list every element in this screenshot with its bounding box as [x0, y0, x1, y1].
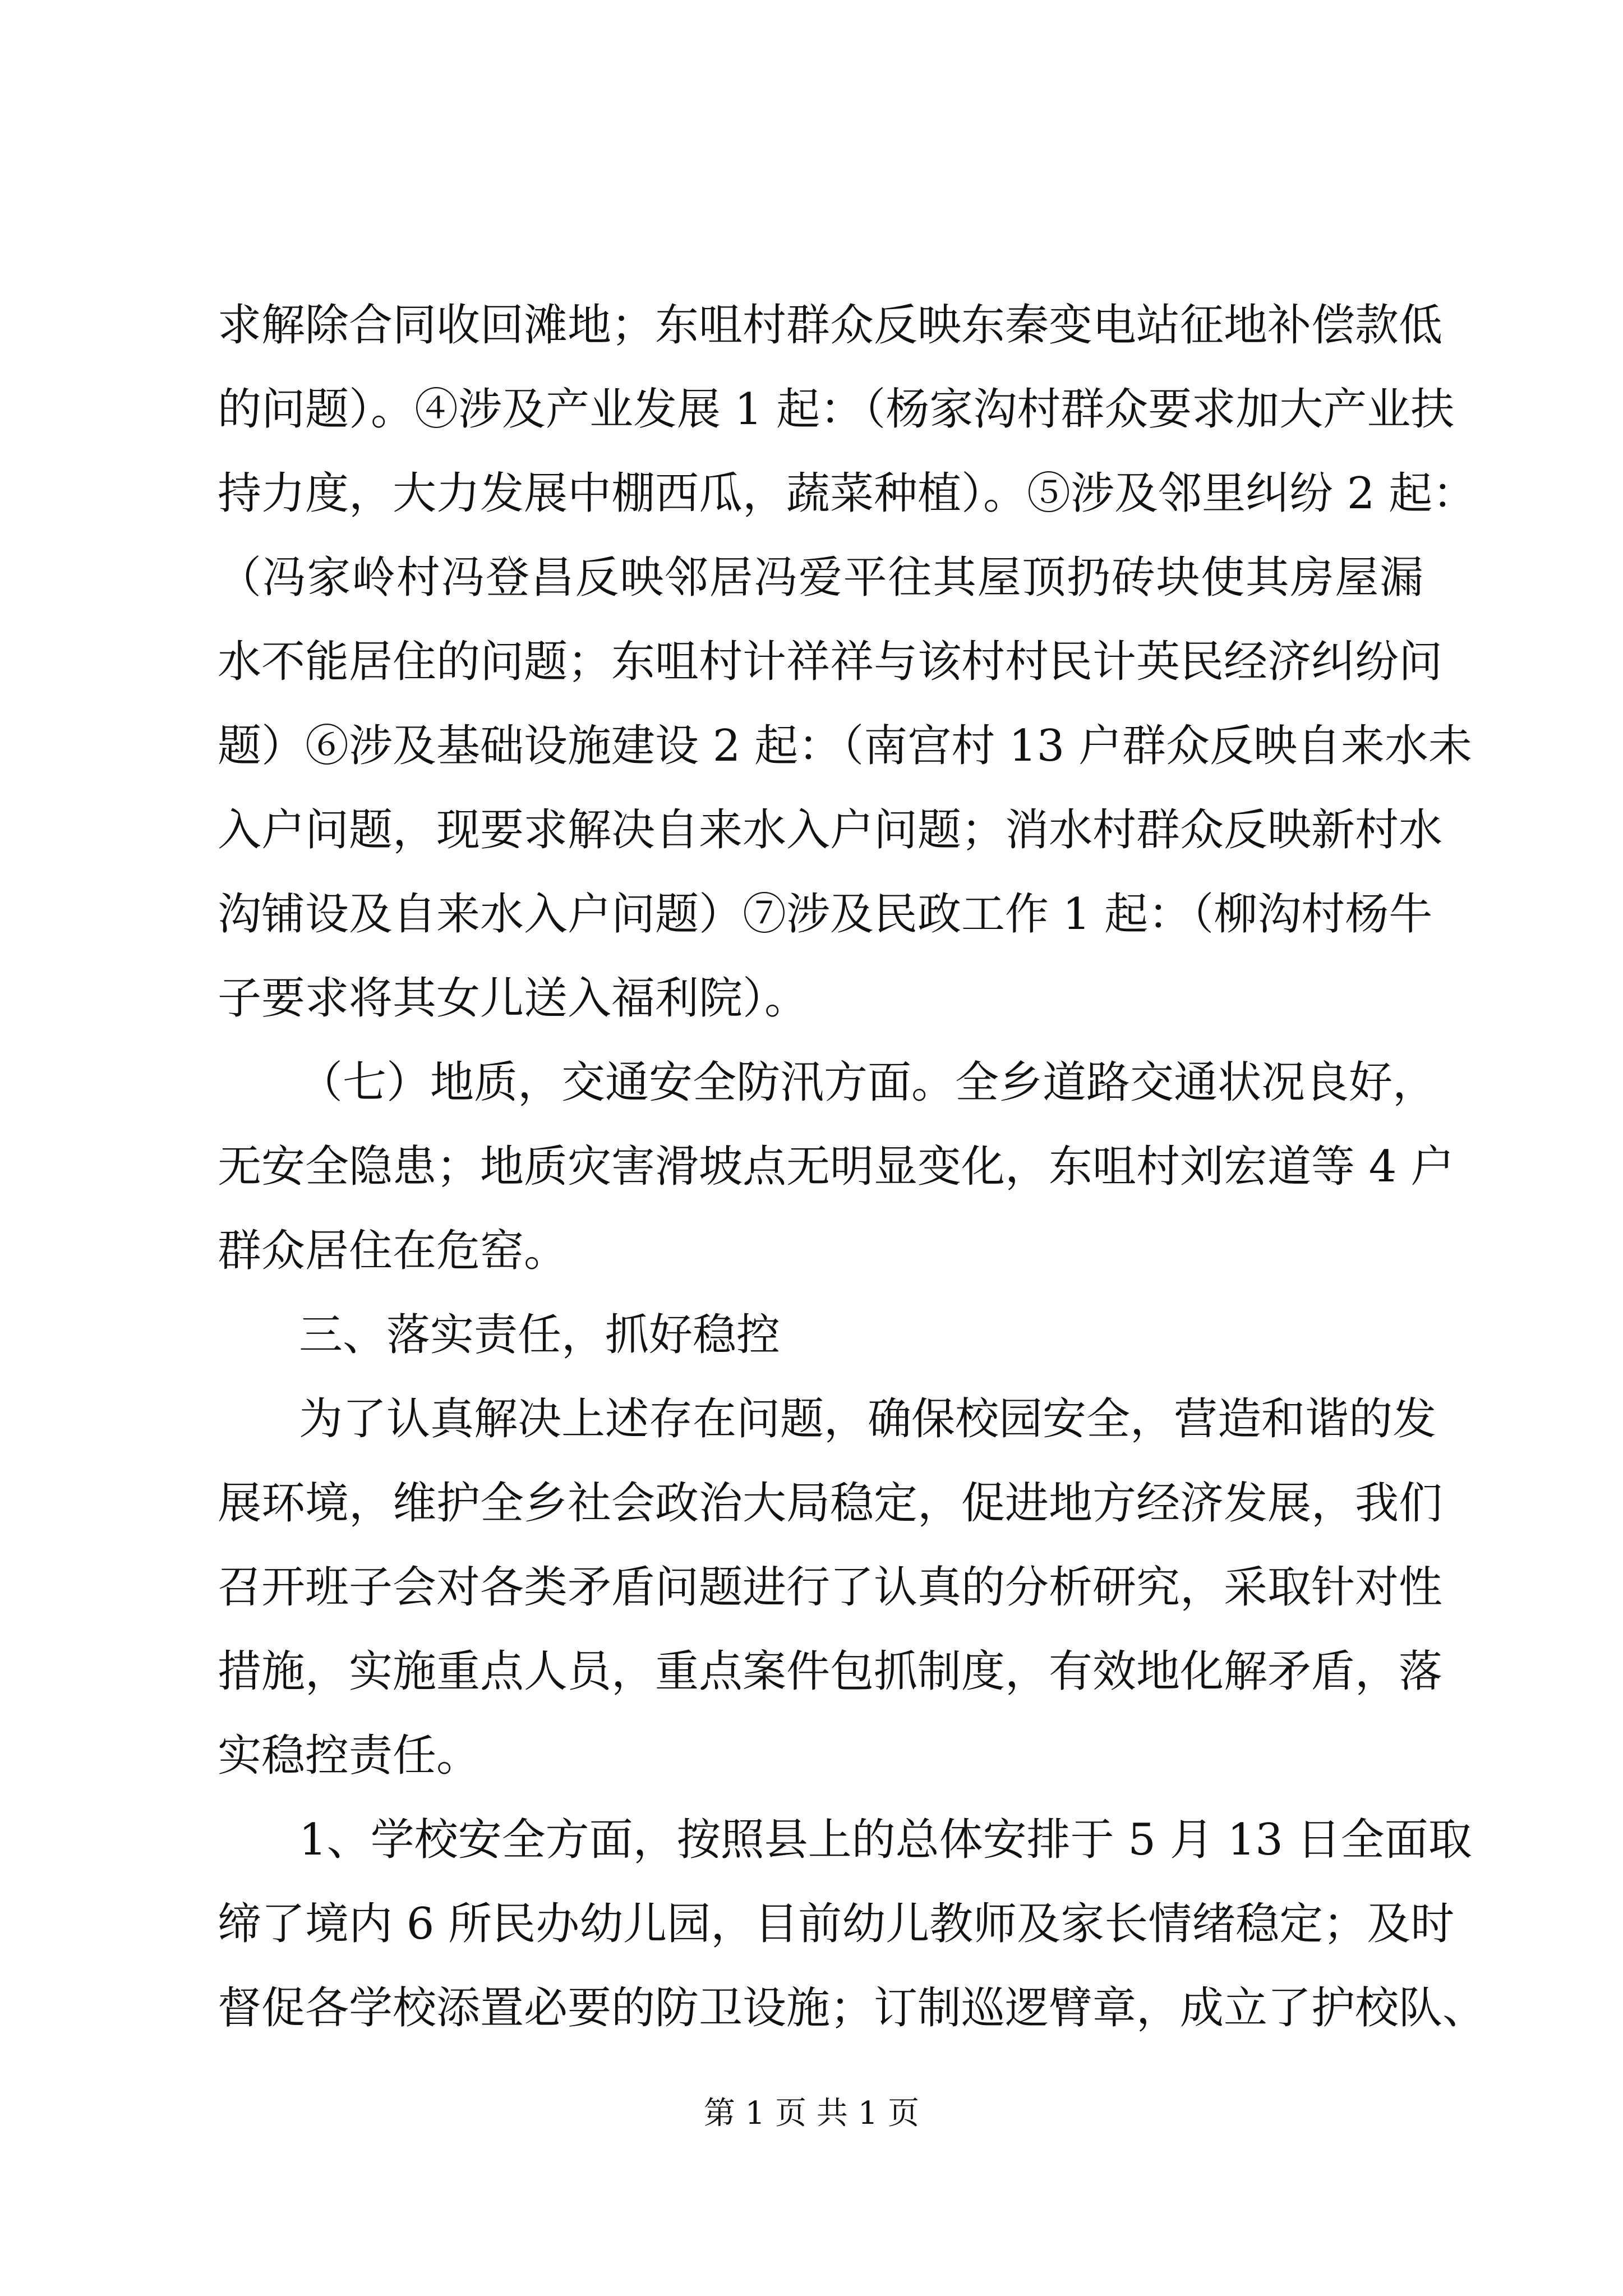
- text-line: 入户问题，现要求解决自来水入户问题；消水村群众反映新村水: [218, 805, 1443, 855]
- text-line: 的问题）。④涉及产业发展 1 起：（杨家沟村群众要求加大产业扶: [218, 384, 1455, 435]
- text-line: 子要求将其女儿送入福利院）。: [218, 973, 809, 1024]
- text-line: 题）⑥涉及基础设施建设 2 起：（南宫村 13 户群众反映自来水未: [218, 721, 1473, 771]
- text-line: 实稳控责任。: [218, 1731, 481, 1781]
- text-line: 沟铺设及自来水入户问题）⑦涉及民政工作 1 起：（柳沟村杨牛: [218, 889, 1433, 940]
- text-line: 召开班子会对各类矛盾问题进行了认真的分析研究，采取针对性: [218, 1562, 1443, 1613]
- section-heading-geology: （七）地质，交通安全防汛方面。全乡道路交通状况良好，: [299, 1057, 1437, 1108]
- text-line: 群众居住在危窑。: [218, 1226, 568, 1276]
- text-line: 持力度，大力发展中棚西瓜，蔬菜种植）。⑤涉及邻里纠纷 2 起：: [218, 468, 1477, 519]
- text-line: 无安全隐患；地质灾害滑坡点无明显变化，东咀村刘宏道等 4 户: [218, 1142, 1455, 1192]
- text-line: 为了认真解决上述存在问题，确保校园安全，营造和谐的发: [299, 1394, 1437, 1444]
- text-line: 措施，实施重点人员，重点案件包抓制度，有效地化解矛盾，落: [218, 1646, 1443, 1697]
- text-line: 展环境，维护全乡社会政治大局稳定，促进地方经济发展，我们: [218, 1478, 1443, 1529]
- page-footer: 第 1 页 共 1 页: [703, 2095, 920, 2132]
- text-line: （冯家岭村冯登昌反映邻居冯爱平往其屋顶扔砖块使其房屋漏: [218, 553, 1423, 603]
- text-line: 1、学校安全方面，按照县上的总体安排于 5 月 13 日全面取: [299, 1815, 1472, 1865]
- text-line: 水不能居住的问题；东咀村计祥祥与该村村民计英民经济纠纷问: [218, 637, 1443, 687]
- text-line: 督促各学校添置必要的防卫设施；订制巡逻臂章，成立了护校队、: [218, 1983, 1487, 2033]
- text-line: 求解除合同收回滩地；东咀村群众反映东秦变电站征地补偿款低: [218, 300, 1443, 351]
- text-line: 缔了境内 6 所民办幼儿园，目前幼儿教师及家长情绪稳定；及时: [218, 1899, 1455, 1949]
- section-heading-responsibility: 三、落实责任，抓好稳控: [299, 1310, 781, 1360]
